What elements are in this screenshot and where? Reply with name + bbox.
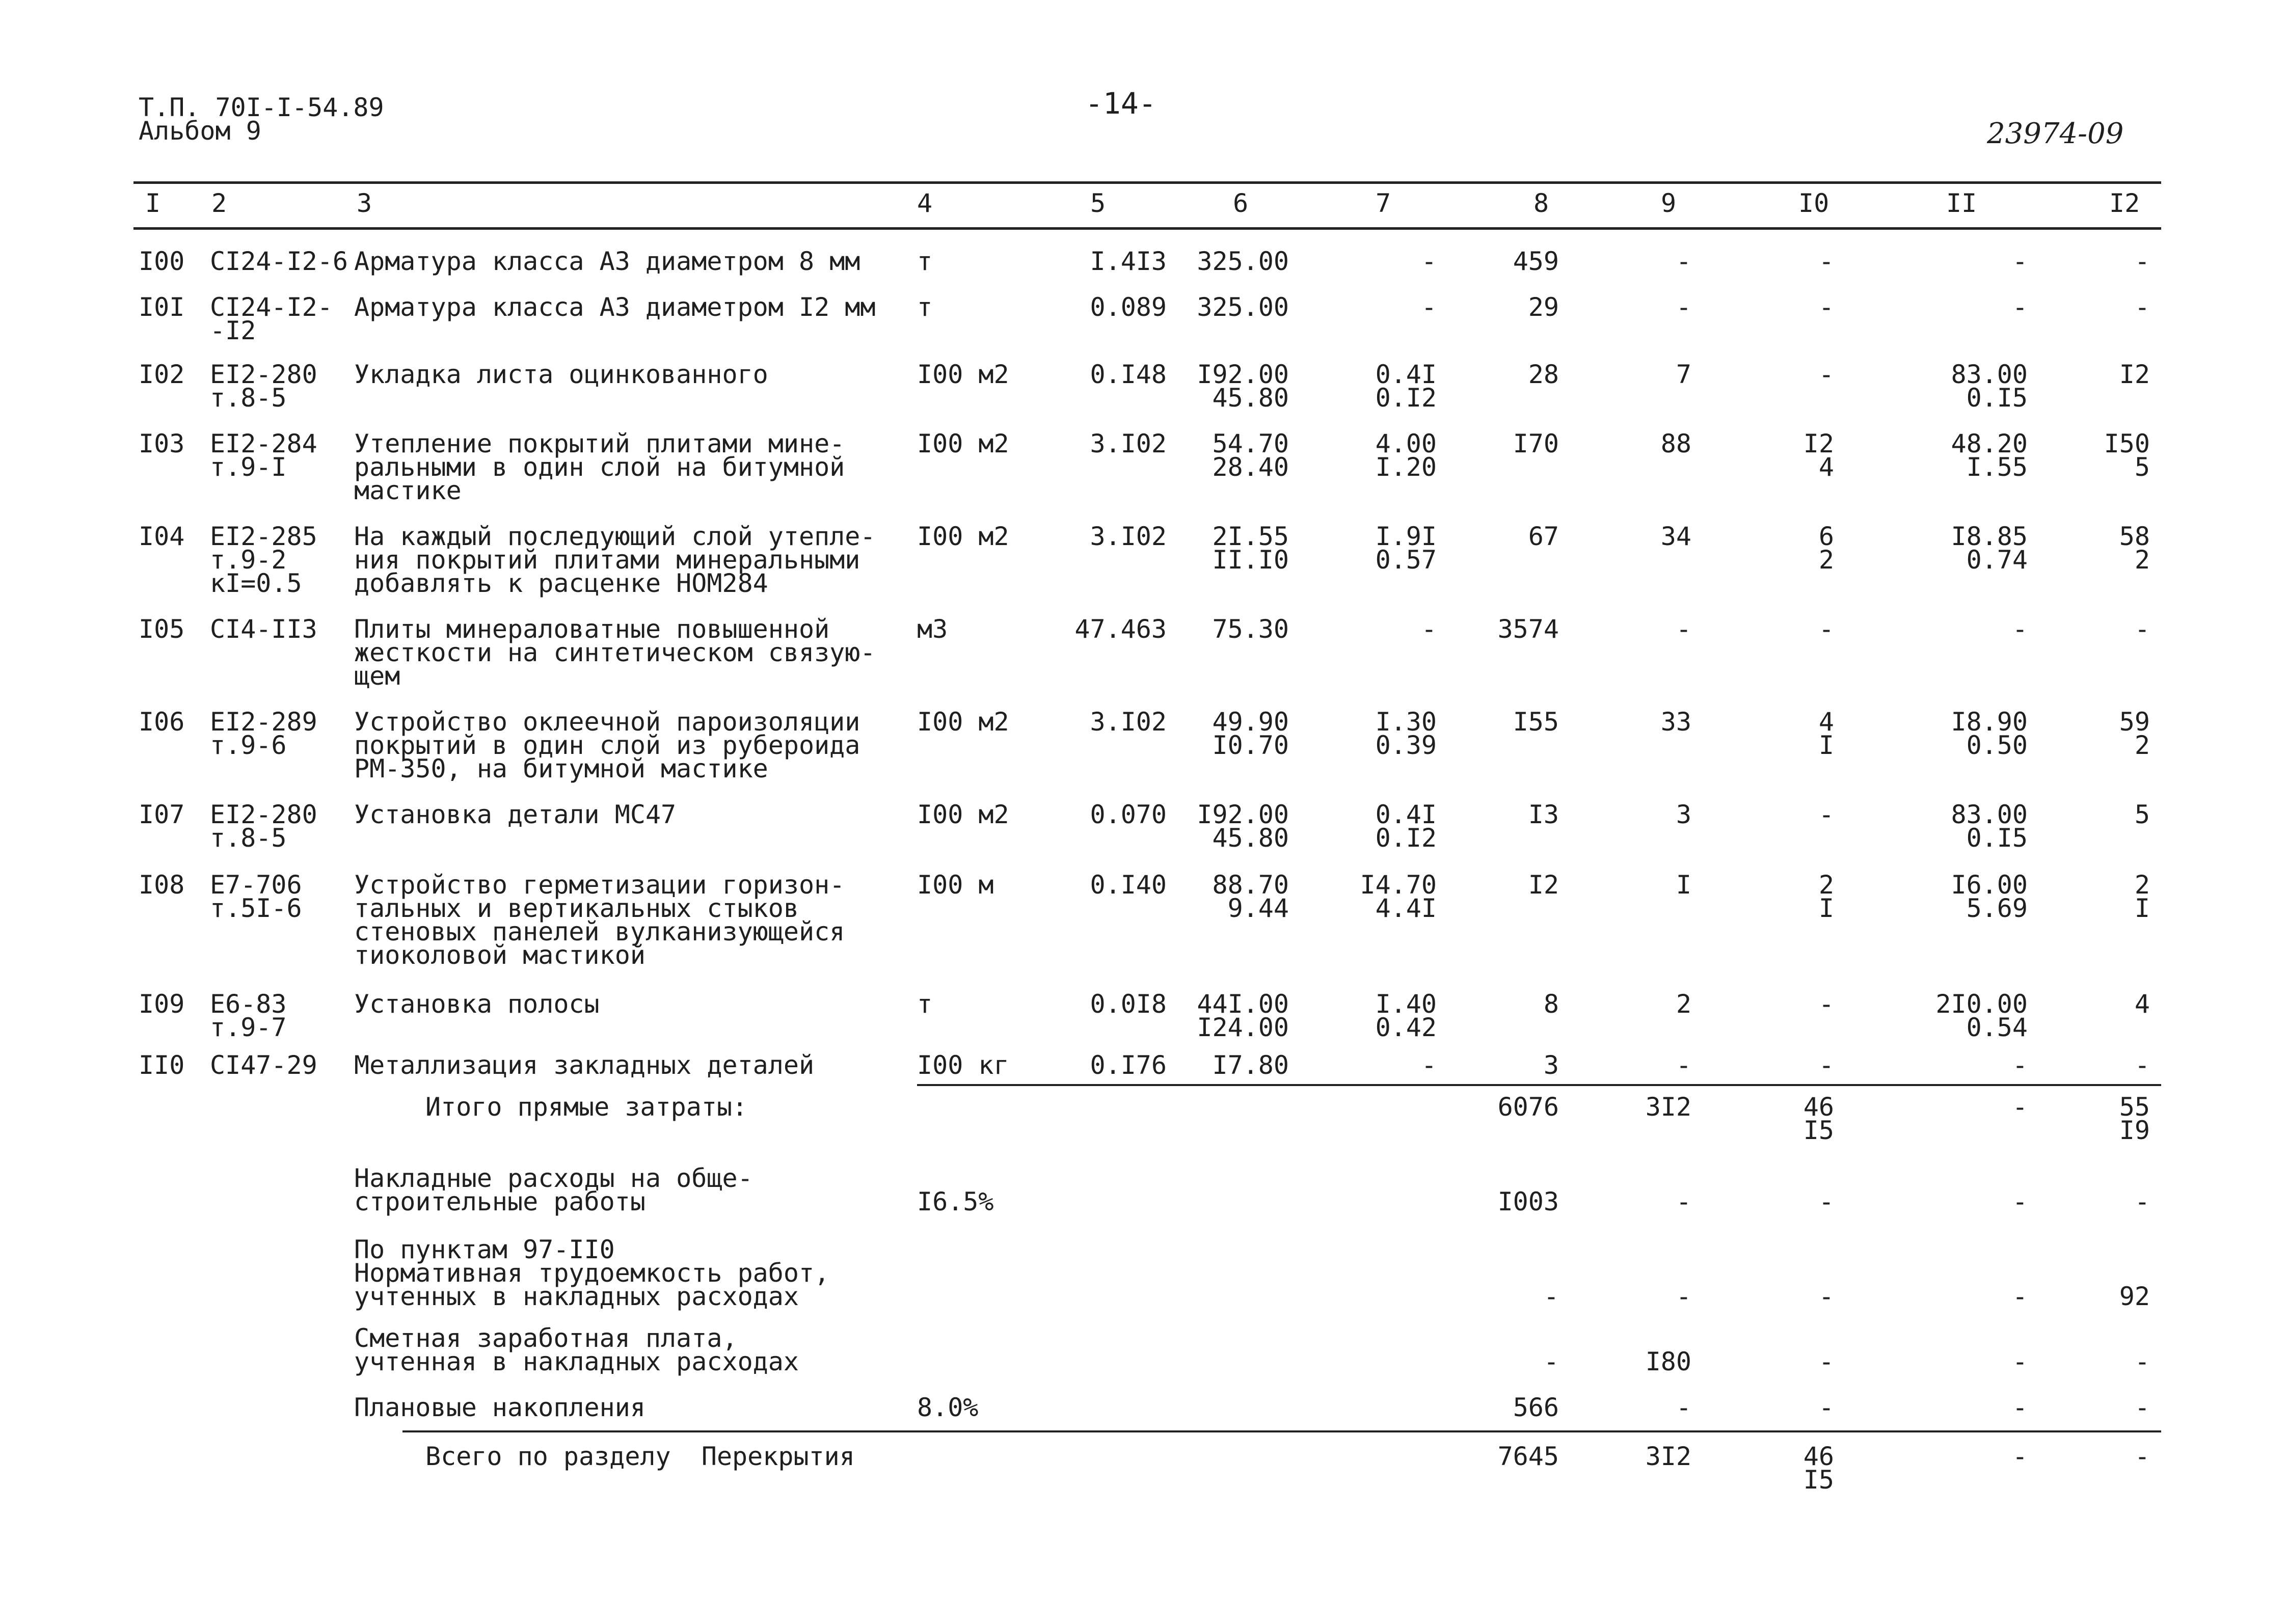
col7-value: 0.39 [1375, 730, 1437, 760]
unit-price: I24.00 [1197, 1013, 1289, 1042]
row-number: I08 [139, 870, 185, 900]
norm-code: CI24-I2-6 [210, 247, 348, 276]
col12-total: - [2134, 1393, 2150, 1422]
col12-total: 55 [2119, 1092, 2150, 1122]
col10-value: - [1818, 247, 1834, 276]
unit-price: 9.44 [1227, 894, 1289, 923]
col9-value: 34 [1660, 522, 1691, 551]
column-header-5: 5 [1090, 188, 1106, 218]
col9-total: 3I2 [1645, 1442, 1691, 1471]
col7-value: 0.42 [1375, 1013, 1437, 1042]
col10-total: - [1818, 1393, 1834, 1422]
col7-value: 0.I2 [1375, 823, 1437, 853]
col11-total: - [2012, 1282, 2028, 1311]
unit-price: I92.00 [1197, 800, 1289, 829]
row-number: I05 [139, 614, 185, 644]
col11-value: 0.50 [1966, 730, 2028, 760]
work-description: Металлизация закладных деталей [354, 1050, 815, 1080]
unit: I00 м2 [917, 429, 1009, 458]
summary-label: Нормативная трудоемкость работ, [354, 1258, 830, 1288]
quantity: 0.I48 [1090, 360, 1167, 389]
col8-value: 459 [1513, 247, 1559, 276]
unit-price: 2I.55 [1212, 522, 1289, 551]
summary-label: По пунктам 97-II0 [354, 1235, 615, 1264]
summary-label: строительные работы [354, 1187, 645, 1216]
col9-value: 33 [1660, 707, 1691, 737]
subtotal-rule [917, 1084, 2161, 1086]
summary-label: учтенная в накладных расходах [354, 1347, 799, 1376]
quantity: I.4I3 [1090, 247, 1167, 276]
col7-value: I4.70 [1360, 870, 1437, 900]
col8-value: 29 [1528, 292, 1559, 322]
unit-price: 49.90 [1212, 707, 1289, 737]
work-description: Арматура класса А3 диаметром 8 мм [354, 247, 860, 276]
work-description: Устройство оклеечной пароизоляции [354, 707, 860, 737]
handwritten-doc-number: 23974-09 [1987, 117, 2124, 150]
col10-total: - [1818, 1282, 1834, 1311]
norm-code: т.9-7 [210, 1013, 287, 1042]
col9-value: - [1676, 1050, 1691, 1080]
col12-value: 5 [2134, 800, 2150, 829]
quantity: 3.I02 [1090, 522, 1167, 551]
column-header-1: I [145, 188, 161, 218]
summary-percent: I6.5% [917, 1187, 994, 1216]
unit: I00 м2 [917, 522, 1009, 551]
col11-total: - [2012, 1092, 2028, 1122]
col8-total: - [1543, 1282, 1559, 1311]
work-description: тальных и вертикальных стыков [354, 894, 799, 923]
norm-code: т.8-5 [210, 823, 287, 853]
work-description: Установка полосы [354, 989, 600, 1019]
unit: I00 м2 [917, 360, 1009, 389]
work-description: тиоколовой мастикой [354, 940, 645, 970]
col12-total: - [2134, 1442, 2150, 1471]
norm-code: т.9-I [210, 452, 287, 482]
col10-value: 4 [1818, 452, 1834, 482]
column-header-10: I0 [1798, 188, 1829, 218]
column-header-2: 2 [211, 188, 227, 218]
quantity: 0.I40 [1090, 870, 1167, 900]
col8-value: 67 [1528, 522, 1559, 551]
unit: т [917, 247, 933, 276]
header-bottom-rule [133, 227, 2161, 230]
col7-value: - [1421, 247, 1437, 276]
col10-value: 4 [1818, 707, 1834, 737]
col10-value: I2 [1803, 429, 1834, 458]
col8-value: 3 [1543, 1050, 1559, 1080]
summary-percent: 8.0% [917, 1393, 979, 1422]
col10-value: - [1818, 989, 1834, 1019]
work-description: щем [354, 661, 400, 691]
col11-value: 0.I5 [1966, 823, 2028, 853]
col11-value: - [2012, 614, 2028, 644]
col8-value: I70 [1513, 429, 1559, 458]
col12-value: - [2134, 247, 2150, 276]
work-description: добавлять к расценке НОМ284 [354, 569, 768, 598]
unit-price: 88.70 [1212, 870, 1289, 900]
col11-value: I6.00 [1951, 870, 2028, 900]
row-number: I06 [139, 707, 185, 737]
unit: т [917, 292, 933, 322]
col10-total: - [1818, 1347, 1834, 1376]
column-header-3: 3 [357, 188, 372, 218]
work-description: Укладка листа оцинкованного [354, 360, 768, 389]
summary-label: Сметная заработная плата, [354, 1323, 738, 1353]
unit-price: 54.70 [1212, 429, 1289, 458]
col11-total: - [2012, 1347, 2028, 1376]
col7-value: I.40 [1375, 989, 1437, 1019]
col7-value: 0.57 [1375, 545, 1437, 575]
unit: I00 м [917, 870, 994, 900]
work-description: мастике [354, 476, 462, 505]
col8-value: I55 [1513, 707, 1559, 737]
col7-value: - [1421, 292, 1437, 322]
col9-value: 7 [1676, 360, 1691, 389]
col10-value: 2 [1818, 545, 1834, 575]
unit-price: 325.00 [1197, 292, 1289, 322]
norm-code: EI2-285 [210, 522, 317, 551]
col11-value: I.55 [1966, 452, 2028, 482]
col11-value: 0.I5 [1966, 383, 2028, 413]
col9-total: - [1676, 1393, 1691, 1422]
header-top-rule [133, 181, 2161, 184]
col8-total: 7645 [1497, 1442, 1559, 1471]
col12-value: 2 [2134, 870, 2150, 900]
column-header-6: 6 [1233, 188, 1249, 218]
col9-value: 3 [1676, 800, 1691, 829]
col12-value: I [2134, 894, 2150, 923]
norm-code: EI2-280 [210, 360, 317, 389]
unit: I00 кг [917, 1050, 1009, 1080]
unit-price: 75.30 [1212, 614, 1289, 644]
quantity: 0.089 [1090, 292, 1167, 322]
work-description: покрытий в один слой из рубероида [354, 730, 860, 760]
unit-price: I92.00 [1197, 360, 1289, 389]
col9-value: - [1676, 247, 1691, 276]
col11-value: - [2012, 1050, 2028, 1080]
col7-value: - [1421, 614, 1437, 644]
col11-value: - [2012, 292, 2028, 322]
section-total-rule [402, 1430, 2161, 1432]
col10-value: 2 [1818, 870, 1834, 900]
col12-value: - [2134, 614, 2150, 644]
norm-code: CI24-I2- [210, 292, 333, 322]
col12-value: 2 [2134, 730, 2150, 760]
row-number: I07 [139, 800, 185, 829]
work-description: стеновых панелей вулканизующейся [354, 917, 845, 946]
quantity: 0.0I8 [1090, 989, 1167, 1019]
col10-value: I [1818, 894, 1834, 923]
column-header-12: I2 [2109, 188, 2140, 218]
col11-total: - [2012, 1187, 2028, 1216]
col10-value: - [1818, 360, 1834, 389]
work-description: Плиты минераловатные повышенной [354, 614, 830, 644]
norm-code: EI2-289 [210, 707, 317, 737]
work-description: Утепление покрытий плитами мине- [354, 429, 845, 458]
column-header-9: 9 [1661, 188, 1677, 218]
col10-total: 46 [1803, 1442, 1834, 1471]
col8-value: I3 [1528, 800, 1559, 829]
row-number: I0I [139, 292, 185, 322]
col11-value: 83.00 [1951, 800, 2028, 829]
col8-total: 6076 [1497, 1092, 1559, 1122]
col12-total: - [2134, 1187, 2150, 1216]
col9-value: - [1676, 292, 1691, 322]
row-number: II0 [139, 1050, 185, 1080]
col10-value: 6 [1818, 522, 1834, 551]
unit-price: 45.80 [1212, 823, 1289, 853]
col10-total: - [1818, 1187, 1834, 1216]
unit: I00 м2 [917, 800, 1009, 829]
col7-value: I.9I [1375, 522, 1437, 551]
norm-code: кI=0.5 [210, 569, 302, 598]
work-description: Устройство герметизации горизон- [354, 870, 845, 900]
summary-label: Итого прямые затраты: [425, 1092, 748, 1122]
page-number: -14- [1085, 86, 1156, 121]
norm-code: CI47-29 [210, 1050, 317, 1080]
col9-total: - [1676, 1187, 1691, 1216]
col7-value: - [1421, 1050, 1437, 1080]
col9-total: - [1676, 1282, 1691, 1311]
col11-value: 83.00 [1951, 360, 2028, 389]
unit-price: 325.00 [1197, 247, 1289, 276]
col9-value: - [1676, 614, 1691, 644]
col12-value: 2 [2134, 545, 2150, 575]
col8-value: I2 [1528, 870, 1559, 900]
unit-price: II.I0 [1212, 545, 1289, 575]
quantity: 0.070 [1090, 800, 1167, 829]
col12-value: I50 [2104, 429, 2150, 458]
norm-code: т.5I-6 [210, 894, 302, 923]
col11-value: 0.74 [1966, 545, 2028, 575]
col12-value: 59 [2119, 707, 2150, 737]
column-header-4: 4 [917, 188, 933, 218]
quantity: 3.I02 [1090, 429, 1167, 458]
col11-total: - [2012, 1442, 2028, 1471]
norm-code: CI4-II3 [210, 614, 317, 644]
col9-total: I80 [1645, 1347, 1691, 1376]
work-description: жесткости на синтетическом связую- [354, 638, 876, 667]
unit-price: 28.40 [1212, 452, 1289, 482]
col7-value: I.30 [1375, 707, 1437, 737]
norm-code: т.9-2 [210, 545, 287, 575]
summary-label: Накладные расходы на обще- [354, 1163, 753, 1193]
work-description: ральными в один слой на битумной [354, 452, 845, 482]
quantity: 0.I76 [1090, 1050, 1167, 1080]
col12-value: 5 [2134, 452, 2150, 482]
summary-label: учтенных в накладных расходах [354, 1282, 799, 1311]
col9-value: 88 [1660, 429, 1691, 458]
work-description: Установка детали МС47 [354, 800, 677, 829]
col7-value: 4.00 [1375, 429, 1437, 458]
row-number: I09 [139, 989, 185, 1019]
col8-total: - [1543, 1347, 1559, 1376]
col7-value: 0.4I [1375, 800, 1437, 829]
col11-value: 5.69 [1966, 894, 2028, 923]
col7-value: 4.4I [1375, 894, 1437, 923]
row-number: I03 [139, 429, 185, 458]
norm-code: -I2 [210, 316, 256, 345]
col8-total: 566 [1513, 1393, 1559, 1422]
col10-value: - [1818, 800, 1834, 829]
col10-value: I [1818, 730, 1834, 760]
unit-price: I0.70 [1212, 730, 1289, 760]
quantity: 47.463 [1074, 614, 1167, 644]
col11-value: 48.20 [1951, 429, 2028, 458]
row-number: I02 [139, 360, 185, 389]
unit-price: 45.80 [1212, 383, 1289, 413]
col9-total: 3I2 [1645, 1092, 1691, 1122]
norm-code: E6-83 [210, 989, 287, 1019]
col7-value: I.20 [1375, 452, 1437, 482]
col8-value: 3574 [1497, 614, 1559, 644]
col12-value: 4 [2134, 989, 2150, 1019]
norm-code: т.8-5 [210, 383, 287, 413]
column-header-7: 7 [1376, 188, 1391, 218]
col11-value: I8.90 [1951, 707, 2028, 737]
norm-code: т.9-6 [210, 730, 287, 760]
unit-price: I7.80 [1212, 1050, 1289, 1080]
col12-total: 92 [2119, 1282, 2150, 1311]
album-label: Альбом 9 [139, 116, 261, 146]
document-code: Т.П. 70I-I-54.89 [139, 93, 384, 122]
col11-total: - [2012, 1393, 2028, 1422]
col12-value: I2 [2119, 360, 2150, 389]
col8-value: 28 [1528, 360, 1559, 389]
col10-value: - [1818, 614, 1834, 644]
col12-value: - [2134, 292, 2150, 322]
col10-total: I5 [1803, 1116, 1834, 1145]
work-description: Арматура класса А3 диаметром I2 мм [354, 292, 876, 322]
unit: м3 [917, 614, 948, 644]
col10-total: 46 [1803, 1092, 1834, 1122]
col9-value: 2 [1676, 989, 1691, 1019]
col11-value: 2I0.00 [1935, 989, 2028, 1019]
col9-value: I [1676, 870, 1691, 900]
col10-value: - [1818, 1050, 1834, 1080]
unit: т [917, 989, 933, 1019]
col10-total: I5 [1803, 1465, 1834, 1495]
norm-code: EI2-280 [210, 800, 317, 829]
row-number: I04 [139, 522, 185, 551]
col12-total: I9 [2119, 1116, 2150, 1145]
norm-code: E7-706 [210, 870, 302, 900]
unit-price: 44I.00 [1197, 989, 1289, 1019]
row-number: I00 [139, 247, 185, 276]
summary-label: Всего по разделу Перекрытия [425, 1442, 855, 1471]
work-description: На каждый последующий слой утепле- [354, 522, 876, 551]
col8-value: 8 [1543, 989, 1559, 1019]
column-header-8: 8 [1533, 188, 1549, 218]
summary-label: Плановые накопления [354, 1393, 645, 1422]
col8-total: I003 [1497, 1187, 1559, 1216]
norm-code: EI2-284 [210, 429, 317, 458]
col12-value: 58 [2119, 522, 2150, 551]
quantity: 3.I02 [1090, 707, 1167, 737]
col12-total: - [2134, 1347, 2150, 1376]
col11-value: 0.54 [1966, 1013, 2028, 1042]
col10-value: - [1818, 292, 1834, 322]
work-description: ния покрытий плитами минеральными [354, 545, 860, 575]
col11-value: I8.85 [1951, 522, 2028, 551]
col7-value: 0.I2 [1375, 383, 1437, 413]
column-header-11: II [1946, 188, 1977, 218]
col12-value: - [2134, 1050, 2150, 1080]
work-description: РМ-350, на битумной мастике [354, 754, 768, 783]
unit: I00 м2 [917, 707, 1009, 737]
col7-value: 0.4I [1375, 360, 1437, 389]
col11-value: - [2012, 247, 2028, 276]
